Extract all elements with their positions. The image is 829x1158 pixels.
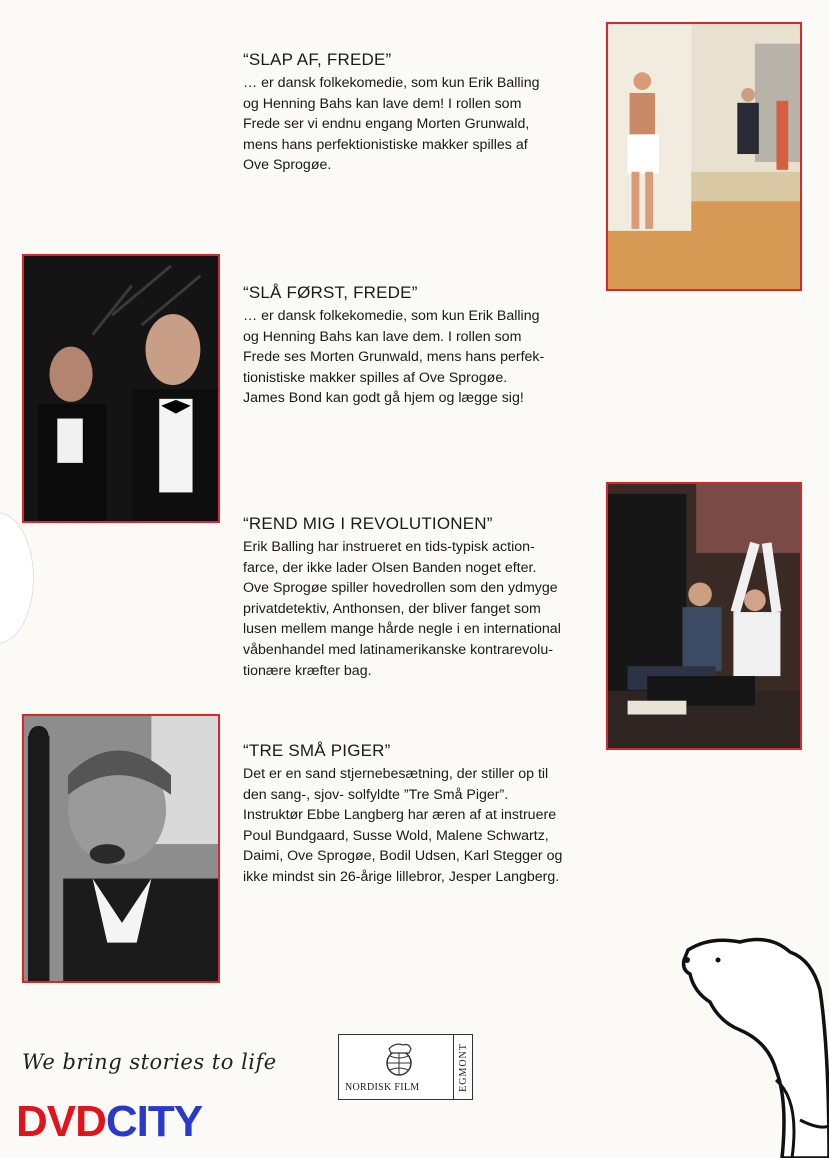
film-description: Erik Balling har instrueret en tids-typisk action- farce, der ikke lader Olsen Banden noget efter. Ove Sprogøe spiller hovedrollen som den ydmyge privatdetektiv, Anthonsen, der bliver fanget som lusen mellem mange hårde negle i en international våbenhandel med latinamerikanske kontrarevolu- tionære kræfter bag. <box>243 539 561 679</box>
film-description: Det er en sand stjernebesætning, der stiller op til den sang-, sjov- solfyldte ”Tre Små Piger”. Instruktør Ebbe Langberg har æren af at instruere Poul Bundgaard, Susse Wold, Malene Schwartz, Daimi, Ove Sprogøe, Bodil Udsen, Karl Stegger og ikke mindst sin 26-årige lillebror, Jesper Langberg. <box>243 766 563 885</box>
polar-bear-icon <box>680 930 829 1158</box>
film-description: … er dansk folkekomedie, som kun Erik Balling og Henning Bahs kan lave dem. I rollen som Frede ses Morten Grunwald, mens hans perfek- tionistiske makker spilles af Ove Sprogøe. James Bond kan godt gå hjem og lægge sig! <box>243 308 545 407</box>
tagline: We bring stories to life <box>22 1050 277 1074</box>
watermark-dvd: DVD <box>16 1097 106 1146</box>
film-block-1 <box>243 50 540 176</box>
egmont-band <box>453 1035 472 1099</box>
film-title: “TRE SMÅ PIGER” <box>243 741 391 760</box>
film-title: “SLAP AF, FREDE” <box>243 50 392 69</box>
photo-slap-af-frede <box>606 22 802 291</box>
photo-slaa-foerst-frede <box>22 254 220 523</box>
film-description: … er dansk folkekomedie, som kun Erik Balling og Henning Bahs kan lave dem! I rollen som Frede ser vi endnu engang Morten Grunwald, mens hans perfektionistiske makker spilles af Ove Sprogøe. <box>243 75 540 174</box>
nordisk-film-logo <box>338 1034 473 1100</box>
globe-bear-icon <box>379 1039 419 1079</box>
film-title: “REND MIG I REVOLUTIONEN” <box>243 514 493 533</box>
photo-tre-smaa-piger <box>22 714 220 983</box>
disc-slot <box>0 512 34 644</box>
film-block-3 <box>243 514 561 681</box>
film-block-4 <box>243 741 562 888</box>
dvdcity-watermark <box>16 1097 203 1146</box>
egmont-label: EGMONT <box>457 1042 469 1092</box>
photo-rend-mig-i-revolutionen <box>606 482 802 750</box>
film-title: “SLÅ FØRST, FREDE” <box>243 283 418 302</box>
film-block-2 <box>243 283 544 409</box>
nordisk-film-name: NORDISK FILM <box>345 1082 420 1093</box>
watermark-city: CITY <box>105 1097 203 1146</box>
